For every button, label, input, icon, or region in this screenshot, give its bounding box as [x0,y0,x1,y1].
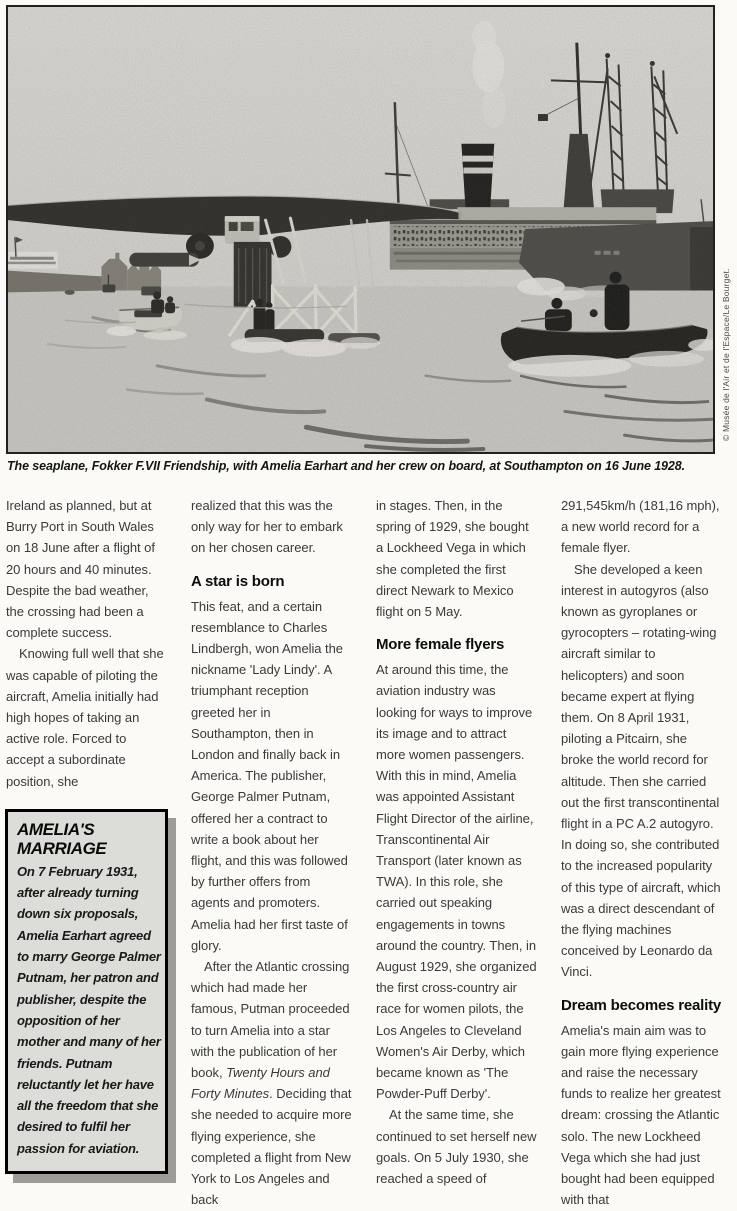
paragraph: She developed a keen interest in autogyros (also known as gyroplanes or gyrocopters – rotating-wing aircraft similar to helicopters) and soon became expert at flying them. On 8 April 1931, piloting a Pitcairn, she broke the world record for altitude. Then she carried out the first transcontinental flight in a PC A.2 autogyro. In doing so, she contributed to the increased popularity of this type of aircraft, which was a direct descendant of the flying machines conceived by Leonardo da Vinci. [561,561,721,980]
column-4 [561,495,722,1211]
photo-caption: The seaplane, Fokker F.VII Friendship, with Amelia Earhart and her crew on board, at Southampton on 16 June 1928. [7,459,685,473]
photo-credit: © Musée de l'Air et de l'Espace/Le Bourget. [721,268,731,441]
text-run: . Deciding that she needed to acquire more flying experience, she completed a flight from New York to Los Angeles and back [191,1086,352,1208]
section-heading-dream-becomes-reality: Dream becomes reality [561,996,722,1014]
column-3 [376,495,537,1211]
book-title: Twenty Hours and Forty Minutes [191,1065,330,1102]
section-heading-more-female-flyers: More female flyers [376,636,505,654]
film-grain [8,7,713,452]
paragraph: Ireland as planned, but at Burry Port in South Wales on 18 June after a flight of 20 hours and 40 minutes. Despite the bad weather, the crossing had been a complete success. [6,498,155,641]
paragraph: At the same time, she continued to set herself new goals. On 5 July 1930, she reached a speed of [376,1107,537,1187]
paragraph: in stages. Then, in the spring of 1929, she bought a Lockheed Vega in which she completed the first direct Newark to Mexico flight on 5 May. [376,498,529,620]
boxout-title: AMELIA'S MARRIAGE [17,819,107,858]
column-1 [6,495,167,1211]
amelias-marriage-box [5,809,168,1174]
paragraph [191,956,352,1210]
paragraph: Knowing full well that she was capable of piloting the aircraft, Amelia initially had high hopes of taking an active role. Forced to accept a subordinate position, she [6,646,164,789]
column-2 [191,495,352,1211]
paragraph: Amelia's main aim was to gain more flying experience and raise the necessary funds to realize her greatest dream: crossing the Atlantic solo. The new Lockheed Vega which she had just bought had been equipped with that [561,1022,721,1208]
seaplane-photo-scene [8,7,713,452]
section-heading-a-star-is-born: A star is born [191,572,285,590]
paragraph: 291,545km/h (181,16 mph), a new world record for a female flyer. [561,498,720,556]
paragraph: At around this time, the aviation industry was looking for ways to improve its image and to attract more women passengers. With this in mind, Amelia was appointed Assistant Flight Director of the airline, Transcontinental Air Transport (later known as TWA). In this role, she carried out speaking engagements in towns around the country. Then, in August 1929, she organized the first cross-country air race for women pilots, the Los Angeles to Cleveland Women's Air Derby, which became known as 'The Powder-Puff Derby'. [376,662,537,1102]
boxout-body: On 7 February 1931, after already turning down six proposals, Amelia Earhart agreed to marry George Palmer Putnam, her patron and publisher, despite the opposition of her mother and many of her friends. Putnam reluctantly let her have all the freedom that she desired to fulfil her passion for aviation. [17,863,161,1156]
article-columns [6,495,722,1211]
article-photo [6,5,715,454]
text-run: After the Atlantic crossing which had made her famous, Putman proceeded to turn Amelia into a star with the publication of her book, [191,959,350,1081]
paragraph: realized that this was the only way for her to embark on her chosen career. [191,498,343,556]
paragraph: This feat, and a certain resemblance to Charles Lindbergh, won Amelia the nickname 'Lady Lindy'. A triumphant reception greeted her in Southampton, then in London and finally back in America. The publisher, George Palmer Putnam, offered her a contract to write a book about her flight, and this was followed by further offers from agents and promoters. Amelia had her first taste of glory. [191,598,348,953]
